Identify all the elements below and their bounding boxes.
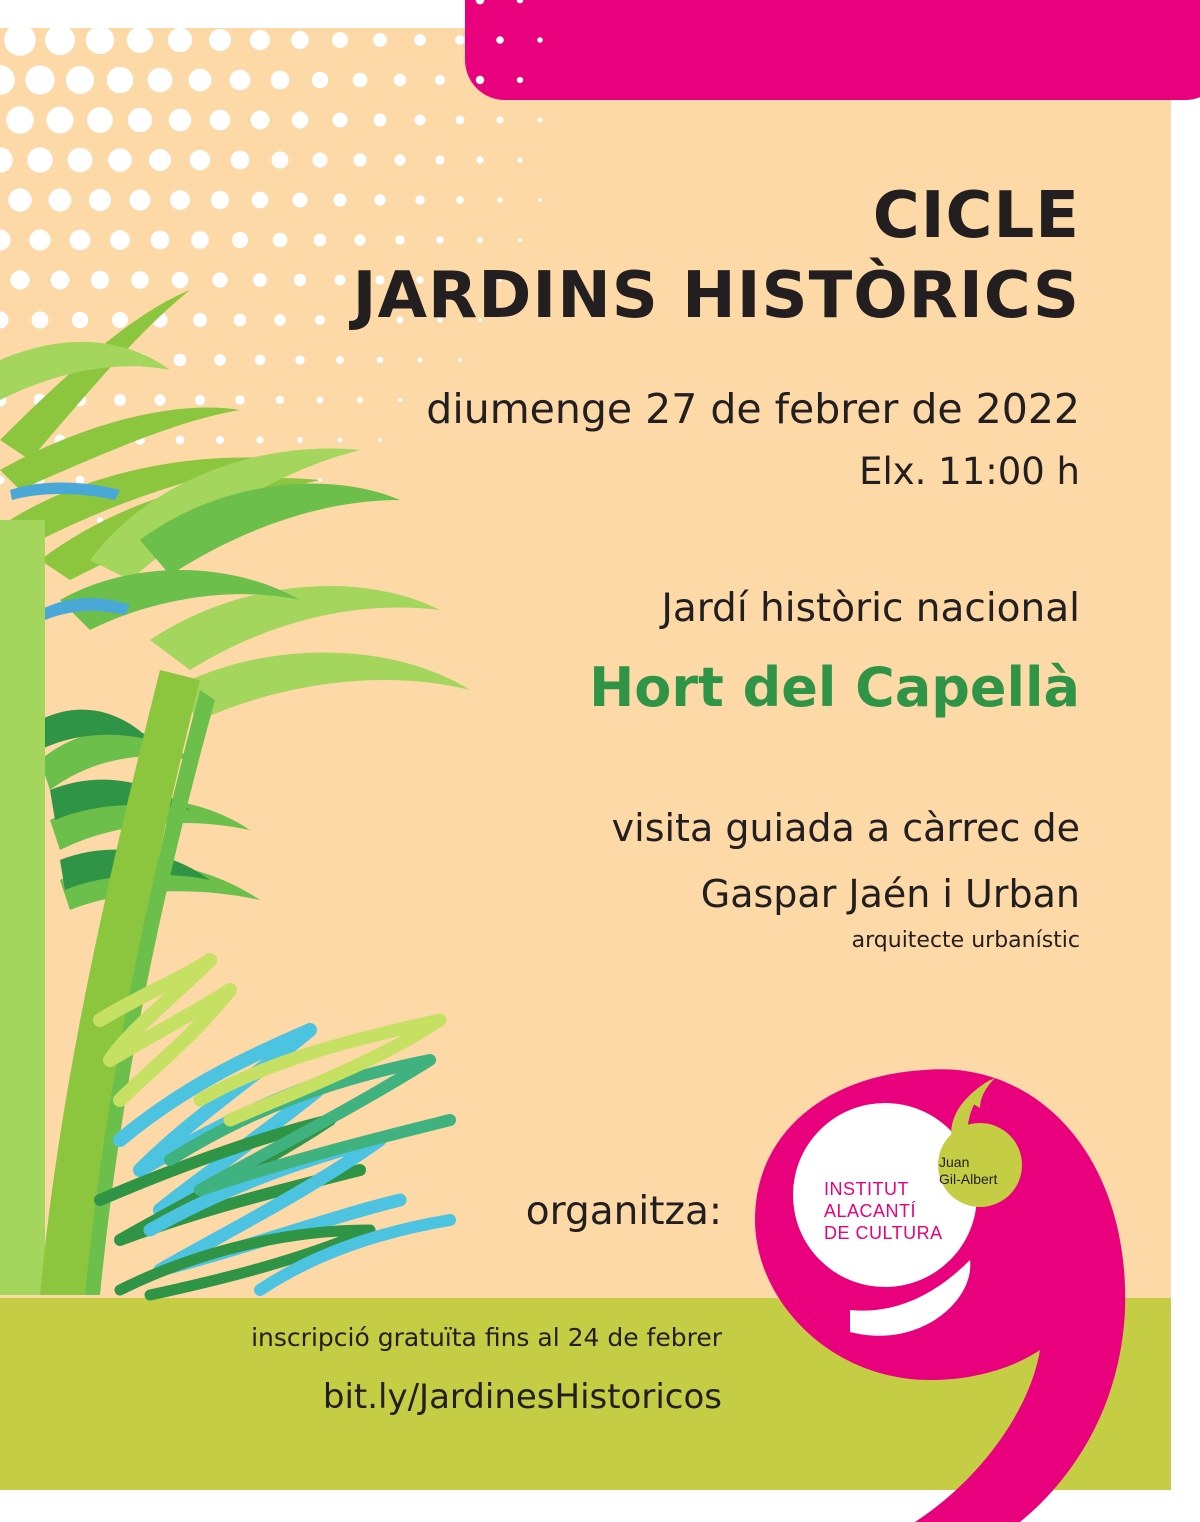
halftone-dot xyxy=(335,275,346,286)
halftone-dot xyxy=(31,311,48,328)
halftone-dot xyxy=(0,147,13,173)
halftone-dot xyxy=(353,73,368,88)
logo-line3: DE CULTURA xyxy=(824,1223,943,1243)
halftone-dot xyxy=(27,147,52,172)
halftone-dot xyxy=(127,27,153,53)
halftone-dot xyxy=(435,75,445,85)
halftone-dot xyxy=(6,106,34,134)
halftone-dot xyxy=(147,0,173,13)
halftone-dot xyxy=(270,0,289,10)
halftone-dot xyxy=(235,395,244,404)
halftone-dot xyxy=(414,34,426,46)
logo-line2: ALACANTÍ xyxy=(824,1201,917,1221)
logo-juan-text xyxy=(939,1154,997,1188)
halftone-dot xyxy=(253,273,267,287)
halftone-dot xyxy=(76,476,84,484)
halftone-dot xyxy=(174,354,187,367)
halftone-dot xyxy=(48,188,71,211)
halftone-dot xyxy=(25,65,54,94)
halftone-dot xyxy=(292,112,309,129)
halftone-dot xyxy=(517,0,524,3)
halftone-dot xyxy=(297,437,303,443)
halftone-dot xyxy=(176,436,185,445)
halftone-dot xyxy=(312,152,327,167)
halftone-dot xyxy=(10,270,29,289)
halftone-dot xyxy=(333,193,346,206)
halftone-dot xyxy=(216,436,224,444)
halftone-dot xyxy=(72,312,89,329)
halftone-dot xyxy=(47,107,74,134)
halftone-dot xyxy=(373,33,387,47)
halftone-dot xyxy=(394,154,405,165)
halftone-dot xyxy=(211,191,229,209)
halftone-dot xyxy=(255,355,266,366)
halftone-dot xyxy=(8,188,31,211)
halftone-dot xyxy=(129,189,150,210)
logo-name-line2: Gil-Albert xyxy=(939,1171,998,1187)
halftone-dot xyxy=(271,71,290,90)
halftone-dot xyxy=(295,355,304,364)
halftone-dot xyxy=(394,0,407,6)
halftone-dot xyxy=(0,476,4,485)
garden-name: Hort del Capellà xyxy=(589,656,1080,719)
halftone-dot xyxy=(24,0,56,16)
halftone-dot xyxy=(251,111,270,130)
halftone-dot xyxy=(229,0,250,11)
halftone-dot xyxy=(214,354,226,366)
halftone-dot xyxy=(0,311,9,328)
halftone-dot xyxy=(332,32,348,48)
garden-type: Jardí històric nacional xyxy=(661,586,1080,631)
halftone-dot xyxy=(435,0,446,5)
guide-role: arquitecte urbanístic xyxy=(851,928,1080,953)
event-date: diumenge 27 de febrer de 2022 xyxy=(426,385,1080,433)
halftone-dot xyxy=(4,24,36,56)
halftone-dot xyxy=(455,35,465,45)
halftone-dot xyxy=(398,398,402,402)
halftone-dot xyxy=(517,77,523,83)
halftone-dot xyxy=(271,151,288,168)
halftone-dot xyxy=(232,232,248,248)
cycle-title-line1: CICLE xyxy=(872,179,1080,253)
event-place-time: Elx. 11:00 h xyxy=(859,450,1080,493)
halftone-dot xyxy=(87,107,113,133)
visit-intro: visita guiada a càrrec de xyxy=(611,806,1080,850)
halftone-dot xyxy=(114,394,126,406)
halftone-dot xyxy=(168,28,192,52)
halftone-dot xyxy=(91,271,109,289)
halftone-dot xyxy=(149,149,171,171)
halftone-dot xyxy=(231,151,250,170)
halftone-dot xyxy=(108,148,131,171)
halftone-dot xyxy=(70,230,91,251)
halftone-dot xyxy=(89,189,111,211)
halftone-dot xyxy=(476,156,483,163)
halftone-dot xyxy=(476,76,484,84)
halftone-dot xyxy=(51,271,70,290)
cycle-title xyxy=(353,176,1080,336)
halftone-dot xyxy=(353,153,366,166)
halftone-dot xyxy=(169,109,192,132)
halftone-dot xyxy=(128,108,152,132)
guide-name: Gaspar Jaén i Urban xyxy=(700,872,1080,916)
halftone-dot xyxy=(188,0,211,12)
halftone-dot xyxy=(414,114,425,125)
halftone-dot xyxy=(377,357,383,363)
institut-comma-logo xyxy=(740,1050,1140,1522)
halftone-dot xyxy=(151,231,170,250)
halftone-dot xyxy=(291,31,309,49)
halftone-dot xyxy=(332,112,347,127)
halftone-dot xyxy=(0,65,15,95)
halftone-dot xyxy=(378,438,381,441)
logo-name-line1: Juan xyxy=(939,1154,970,1170)
halftone-dot xyxy=(256,436,263,443)
halftone-dot xyxy=(106,0,134,14)
logo-line1: INSTITUT xyxy=(824,1179,909,1199)
halftone-dot xyxy=(45,25,75,55)
halftone-dot xyxy=(497,117,504,124)
halftone-dot xyxy=(357,397,363,403)
halftone-dot xyxy=(190,150,211,171)
halftone-dot xyxy=(170,190,190,210)
halftone-dot xyxy=(315,315,325,325)
halftone-dot xyxy=(292,192,307,207)
halftone-dot xyxy=(112,312,128,328)
halftone-dot xyxy=(66,66,94,94)
halftone-dot xyxy=(0,0,16,16)
halftone-dot xyxy=(294,274,306,286)
halftone-dot xyxy=(195,395,205,405)
halftone-dot xyxy=(230,70,251,91)
cycle-title-line2: JARDINS HISTÒRICS xyxy=(352,259,1080,333)
halftone-dot xyxy=(209,29,231,51)
halftone-dot xyxy=(274,314,286,326)
halftone-dot xyxy=(148,68,173,93)
halftone-dot xyxy=(131,271,149,289)
halftone-dot xyxy=(373,113,386,126)
halftone-dot xyxy=(252,192,269,209)
halftone-dot xyxy=(537,37,543,43)
halftone-dot xyxy=(154,394,165,405)
halftone-dot xyxy=(273,233,288,248)
halftone-dot xyxy=(517,157,522,162)
halftone-dot xyxy=(193,313,207,327)
organizer-label: organitza: xyxy=(525,1189,722,1234)
registration-note: inscripció gratuïta fins al 24 de febrer xyxy=(251,1323,722,1352)
halftone-dot xyxy=(29,229,50,250)
halftone-dot xyxy=(172,272,188,288)
halftone-dot xyxy=(538,118,543,123)
halftone-dot xyxy=(65,0,95,15)
halftone-dot xyxy=(336,356,344,364)
halftone-dot xyxy=(458,358,461,361)
halftone-dot xyxy=(352,0,367,8)
halftone-dot xyxy=(86,26,114,54)
halftone-dot xyxy=(250,30,270,50)
halftone-dot xyxy=(496,36,504,44)
halftone-dot xyxy=(314,234,327,247)
halftone-dot xyxy=(110,230,130,250)
halftone-dot xyxy=(107,67,133,93)
halftone-dot xyxy=(0,229,11,250)
halftone-dot xyxy=(234,314,247,327)
halftone-dot xyxy=(338,438,343,443)
halftone-dot xyxy=(394,74,407,87)
halftone-dot xyxy=(476,0,485,4)
halftone-dot xyxy=(189,69,212,92)
logo-institut-text xyxy=(824,1178,943,1244)
halftone-dot xyxy=(212,272,227,287)
halftone-dot xyxy=(191,231,209,249)
halftone-dot xyxy=(418,358,423,363)
halftone-dot xyxy=(311,0,328,9)
halftone-dot xyxy=(316,396,323,403)
registration-link[interactable]: bit.ly/JardinesHistoricos xyxy=(322,1377,722,1417)
halftone-dot xyxy=(456,116,465,125)
halftone-dot xyxy=(435,155,444,164)
halftone-dot xyxy=(312,72,329,89)
halftone-dot xyxy=(276,396,284,404)
halftone-dot xyxy=(210,110,231,131)
halftone-dot xyxy=(68,148,93,173)
